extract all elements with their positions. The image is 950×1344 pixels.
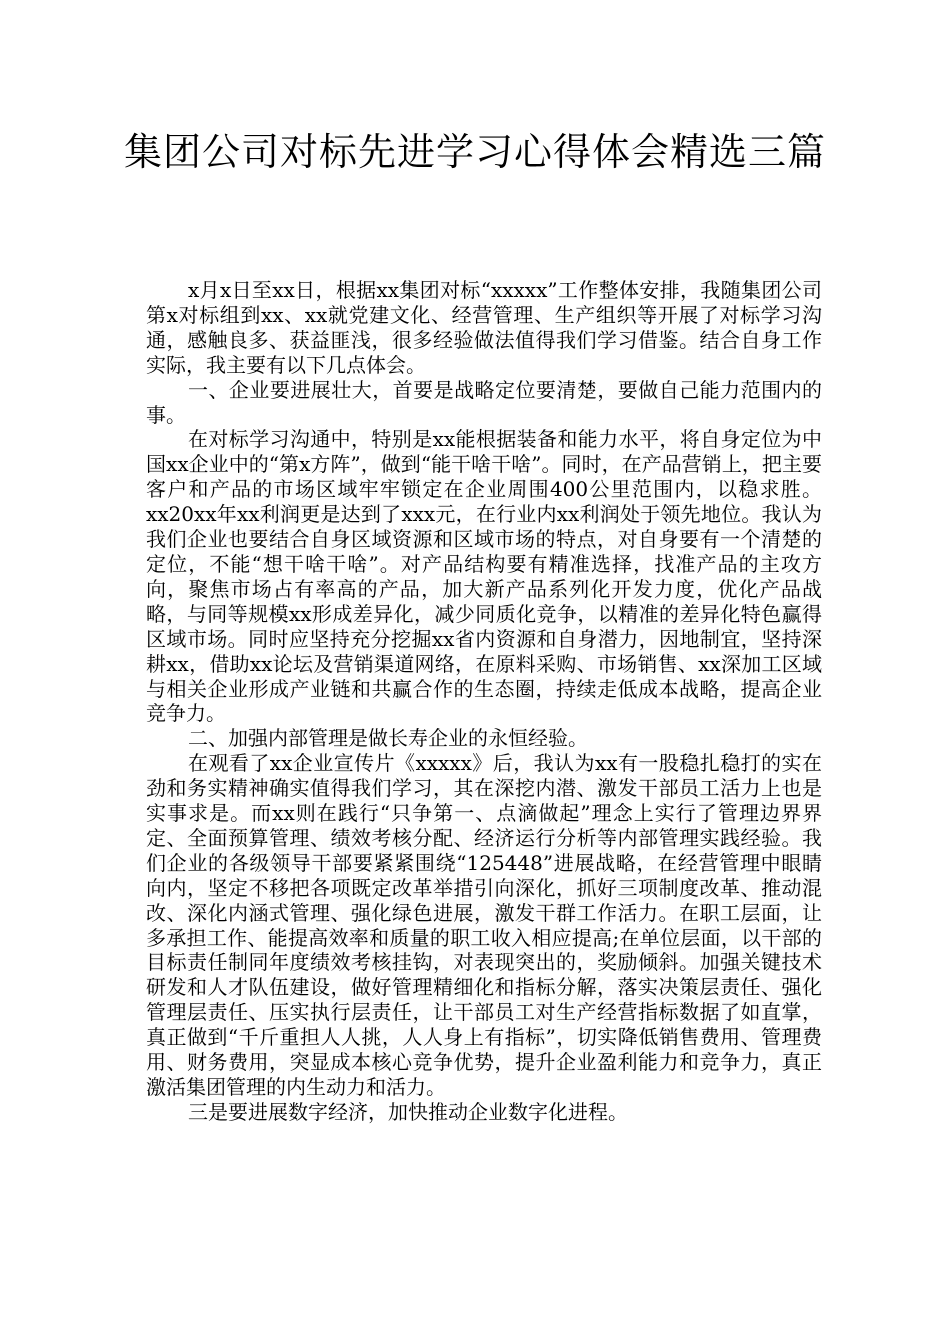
document-title: 集团公司对标先进学习心得体会精选三篇 [123, 130, 826, 174]
paragraph-management: 在观看了xx企业宣传片《xxxxx》后，我认为xx有一股稳扎稳打的实在劲和务实精神确实值得我们学习，其在深挖内潜、激发干部员工活力上也是实事求是。而xx则在践行“只争第一、点滴做起”理念上实行了管理边界界定、全面预算管理、绩效考核分配、经济运行分析等内部管理实践经验。我们企业的各级领导干部要紧紧围绕“125448”进展战略，在经营管理中眼睛向内，坚定不移把各项既定改革举措引向深化，抓好三项制度改革、推动混改、深化内涵式管理、强化绿色进展，激发干群工作活力。在职工层面，让多承担工作、能提高效率和质量的职工收入相应提高;在单位层面，以干部的目标责任制同年度绩效考核挂钩，对表现突出的，奖励倾斜。加强关键技术研发和人才队伍建设，做好管理精细化和指标分解，落实决策层责任、强化管理层责任、压实执行层责任，让干部员工对生产经营指标数据了如直掌，真正做到“千斤重担人人挑，人人身上有指标”，切实降低销售费用、管理费用、财务费用，突显成本核心竞争优势，提升企业盈利能力和竞争力，真正激活集团管理的内生动力和活力。 [146, 751, 822, 1099]
paragraph-heading-2: 二、加强内部管理是做长寿企业的永恒经验。 [188, 726, 588, 751]
paragraph-strategy: 在对标学习沟通中，特别是xx能根据装备和能力水平，将自身定位为中国xx企业中的“第x方阵”，做到“能干啥干啥”。同时，在产品营销上，把主要客户和产品的市场区域牢牢锁定在企业周围400公里范围内，以稳求胜。xx20xx年xx利润更是达到了xxx元，在行业内xx利润处于领先地位。我认为我们企业也要结合自身区域资源和区域市场的特点，对自身要有一个清楚的定位，不能“想干啥干啥”。对产品结构要有精准选择，找准产品的主攻方向，聚焦市场占有率高的产品，加大新产品系列化开发力度，优化产品战略，与同等规模xx形成差异化，减少同质化竞争，以精准的差异化特色赢得区域市场。同时应坚持充分挖掘xx省内资源和自身潜力，因地制宜，坚持深耕xx，借助xx论坛及营销渠道网络，在原料采购、市场销售、xx深加工区域与相关企业形成产业链和共赢合作的生态圈，持续走低成本战略，提高企业竞争力。 [146, 427, 822, 726]
document-body [146, 278, 822, 1125]
paragraph-intro: x月x日至xx日，根据xx集团对标“xxxxx”工作整体安排，我随集团公司第x对标组到xx、xx就党建文化、经营管理、生产组织等开展了对标学习沟通，感触良多、获益匪浅，很多经验做法值得我们学习借鉴。结合自身工作实际，我主要有以下几点体会。 [146, 278, 822, 377]
paragraph-heading-1: 一、企业要进展壮大，首要是战略定位要清楚，要做自己能力范围内的事。 [146, 377, 822, 427]
paragraph-heading-3: 三是要进展数字经济，加快推动企业数字化进程。 [188, 1099, 628, 1124]
